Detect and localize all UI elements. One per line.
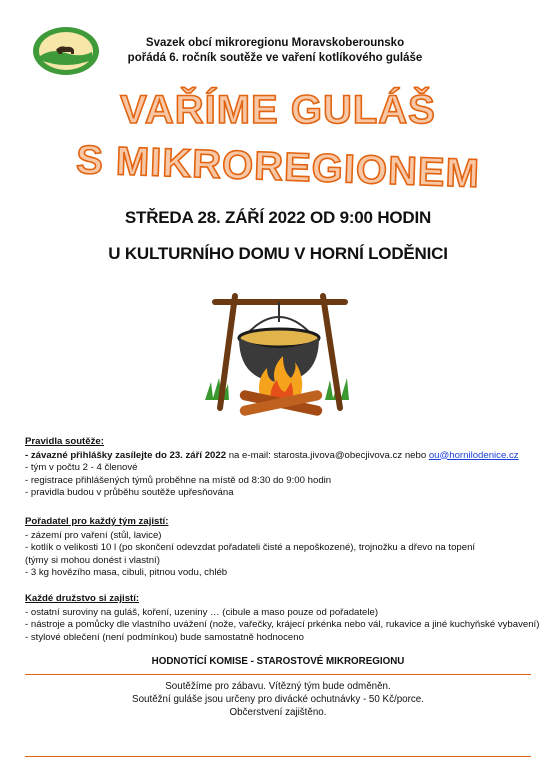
organizer-header	[110, 36, 440, 66]
footer-line-3: Občerstvení zajištěno.	[229, 707, 327, 718]
mikroregion-logo	[32, 26, 100, 76]
cauldron-over-campfire-icon	[195, 288, 365, 426]
rules-email-text: na e-mail: starosta.jivova@obecjivova.cz nebo	[226, 449, 429, 461]
organizer-item-3: - 3 kg hovězího masa, cibuli, pitnou vodu, chléb	[25, 567, 228, 578]
teams-item-2: - nástroje a pomůcky dle vlastního uvážení (nože, vařečky, krájecí prkénka nebo vál, rukavice a jiné kuchyňské vybavení)	[25, 619, 540, 630]
event-date: STŘEDA 28. ZÁŘÍ 2022 OD 9:00 HODIN	[124, 208, 432, 227]
rules-section	[25, 436, 535, 500]
teams-section	[25, 593, 540, 644]
organizer-heading: Pořadatel pro každý tým zajistí:	[25, 516, 169, 527]
divider-bottom	[25, 756, 531, 757]
footer-line-2: Soutěžní guláše jsou určeny pro divácké ochutnávky - 50 Kč/porce.	[132, 694, 424, 705]
org-line-1: Svazek obcí mikroregionu Moravskoberounsko	[145, 37, 405, 49]
teams-item-3: - stylové oblečení (není podmínkou) bude samostatně hodnoceno	[25, 631, 304, 643]
rules-item-team-size: - tým v počtu 2 - 4 členové	[25, 462, 138, 473]
organizer-item-1: - zázemí pro vaření (stůl, lavice)	[25, 529, 162, 541]
divider-top	[25, 674, 531, 675]
rules-deadline: - závazné přihlášky zasílejte do 23. září 2022	[25, 449, 227, 461]
rules-item-details: - pravidla budou v průběhu soutěže upřesňována	[25, 487, 234, 498]
organizer-section	[25, 516, 535, 580]
title-line-2: S MIKROREGIONEM	[75, 137, 481, 197]
title-line-1: VAŘÍME GULÁŠ	[120, 88, 436, 132]
email-link[interactable]: ou@hornilodenice.cz	[428, 449, 519, 461]
org-line-2: pořádá 6. ročník soutěže ve vaření kotlíkového guláše	[127, 52, 423, 64]
commission-note: HODNOTÍCÍ KOMISE - STAROSTOVÉ MIKROREGIONU	[151, 656, 405, 667]
rules-item-registration	[25, 450, 535, 463]
organizer-item-2b: (týmy si mohou donést i vlastní)	[25, 554, 160, 566]
organizer-item-2: - kotlík o velikosti 10 l (po skončení odevzdat pořadateli čisté a nepoškozené), trojnožku a dřevo na topení	[25, 542, 476, 553]
rules-item-checkin: - registrace přihlášených týmů proběhne na místě od 8:30 do 9:00 hodin	[25, 474, 332, 486]
footer-line-1: Soutěžíme pro zábavu. Vítězný tým bude odměněn.	[165, 681, 391, 692]
footer-notes	[0, 680, 556, 719]
teams-item-1: - ostatní suroviny na guláš, koření, uzeniny … (cibule a maso pouze od pořadatele)	[25, 606, 379, 618]
teams-heading: Každé družstvo si zajistí:	[25, 593, 140, 604]
rules-heading: Pravidla soutěže:	[25, 436, 104, 447]
event-place: U KULTURNÍHO DOMU V HORNÍ LODĚNICI	[108, 244, 448, 263]
